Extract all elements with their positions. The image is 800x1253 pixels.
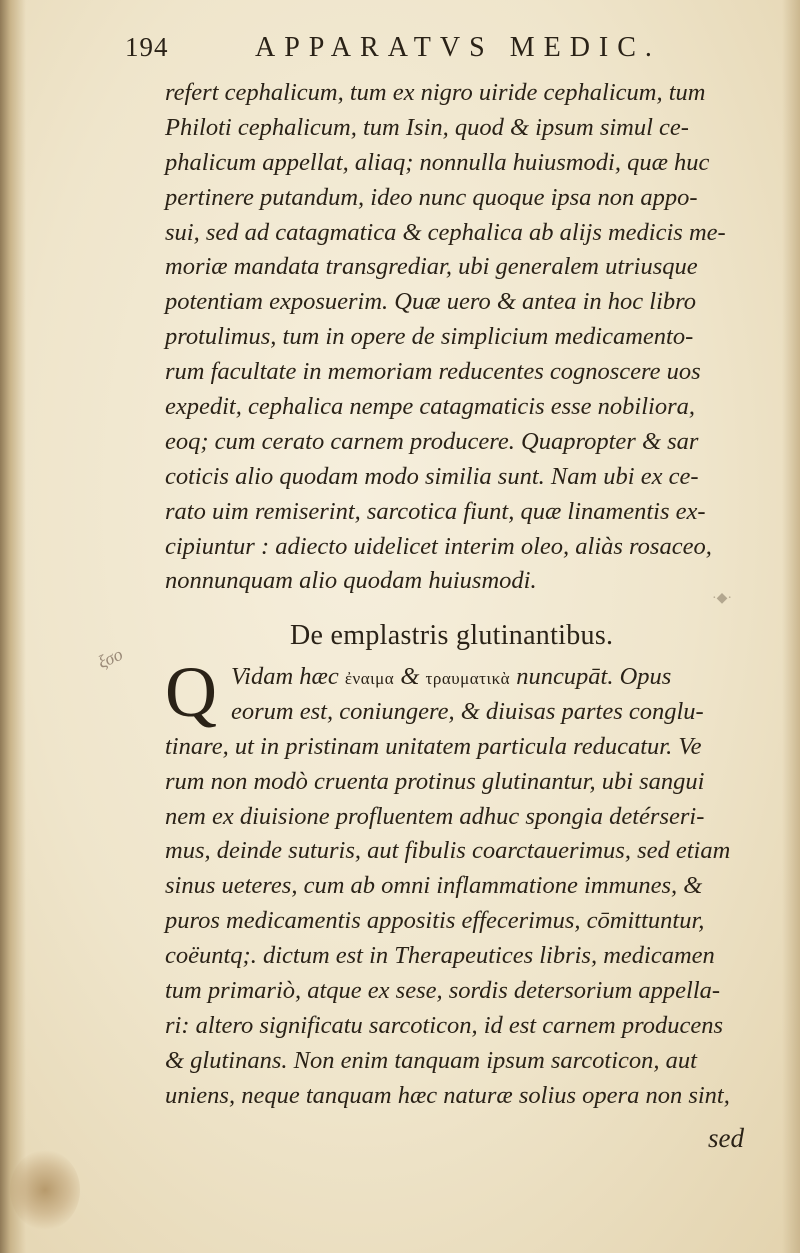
text-line: phalicum appellat, aliaq; nonnulla huiusmodi, quæ huc (165, 148, 710, 176)
text-line: coëuntq;. dictum est in Therapeutices libris, medicamen (165, 942, 715, 970)
handwritten-annotation: ξσο (94, 643, 126, 673)
text-line: tinare, ut in pristinam unitatem particula reducatur. Ve (165, 732, 702, 760)
text-line: potentiam exposuerim. Quæ uero & antea in hoc libro (165, 288, 696, 316)
section-heading: De emplastris glutinantibus. (290, 620, 614, 651)
greek-word: τραυματικὰ (425, 669, 511, 688)
text-line: rum non modò cruenta protinus glutinantur, ubi sangui (165, 767, 705, 795)
faint-ornament-mark: ·◆· (712, 591, 733, 606)
text-line: protulimus, tum in opere de simplicium medicamento- (165, 323, 694, 351)
text-line: Philoti cephalicum, tum Isin, quod & ipsum simul ce- (165, 113, 689, 141)
drop-cap: Q (165, 652, 217, 732)
catchword: sed (708, 1123, 744, 1153)
text-fragment: nuncupāt. Opus (516, 663, 672, 690)
text-line: sui, sed ad catagmatica & cephalica ab alijs medicis me- (165, 218, 726, 246)
text-line: rum facultate in memoriam reducentes cognoscere uos (165, 358, 701, 386)
text-line: nonnunquam alio quodam huiusmodi. (165, 567, 537, 595)
text-line: rato uim remiserint, sarcotica fiunt, quæ linamentis ex- (165, 497, 706, 525)
text-line (165, 660, 770, 695)
text-line: refert cephalicum, tum ex nigro uiride cephalicum, tum (165, 79, 706, 106)
text-fragment: Vidam hæc (231, 663, 339, 690)
text-line: expedit, cephalica nempe catagmaticis esse nobiliora, (165, 393, 696, 421)
text-line: coticis alio quodam modo similia sunt. Nam ubi ex ce- (165, 462, 699, 490)
page-gutter-shadow (0, 0, 26, 1253)
text-line: sinus ueteres, cum ab omni inflammatione immunes, & (165, 872, 703, 900)
text-line: tum primariò, atque ex sese, sordis detersorium appella- (165, 977, 721, 1005)
text-line: uniens, neque tanquam hæc naturæ solius opera non sint, (165, 1081, 730, 1109)
page-number: 194 (125, 32, 169, 62)
lower-paragraph (165, 660, 770, 1114)
running-title: APPARATVS MEDIC. (255, 32, 661, 63)
text-line: eorum est, coniungere, & diuisas partes conglu- (231, 697, 704, 725)
text-line: pertinere putandum, ideo nunc quoque ipsa non appo- (165, 183, 698, 211)
upper-paragraph (165, 76, 770, 599)
page-edge-shadow (782, 0, 800, 1253)
text-line: & glutinans. Non enim tanquam ipsum sarcoticon, aut (165, 1046, 697, 1074)
page-header (125, 28, 725, 68)
ampersand: & (400, 663, 420, 690)
text-line: moriæ mandata transgrediar, ubi generalem utriusque (165, 253, 698, 281)
greek-word: ἐναιμα (344, 669, 395, 688)
text-line: cipiuntur : adiecto uidelicet interim oleo, aliàs rosaceo, (165, 532, 712, 560)
text-line: puros medicamentis appositis effecerimus, cōmittuntur, (165, 907, 705, 935)
text-line: eoq; cum cerato carnem producere. Quapropter & sar (165, 427, 699, 455)
paper-stain (10, 1150, 80, 1230)
text-line: nem ex diuisione profluentem adhuc spongia detérseri- (165, 802, 705, 830)
text-line: mus, deinde suturis, aut fibulis coarctauerimus, sed etiam (165, 837, 731, 865)
text-line: ri: altero significatu sarcoticon, id est carnem producens (165, 1011, 723, 1039)
